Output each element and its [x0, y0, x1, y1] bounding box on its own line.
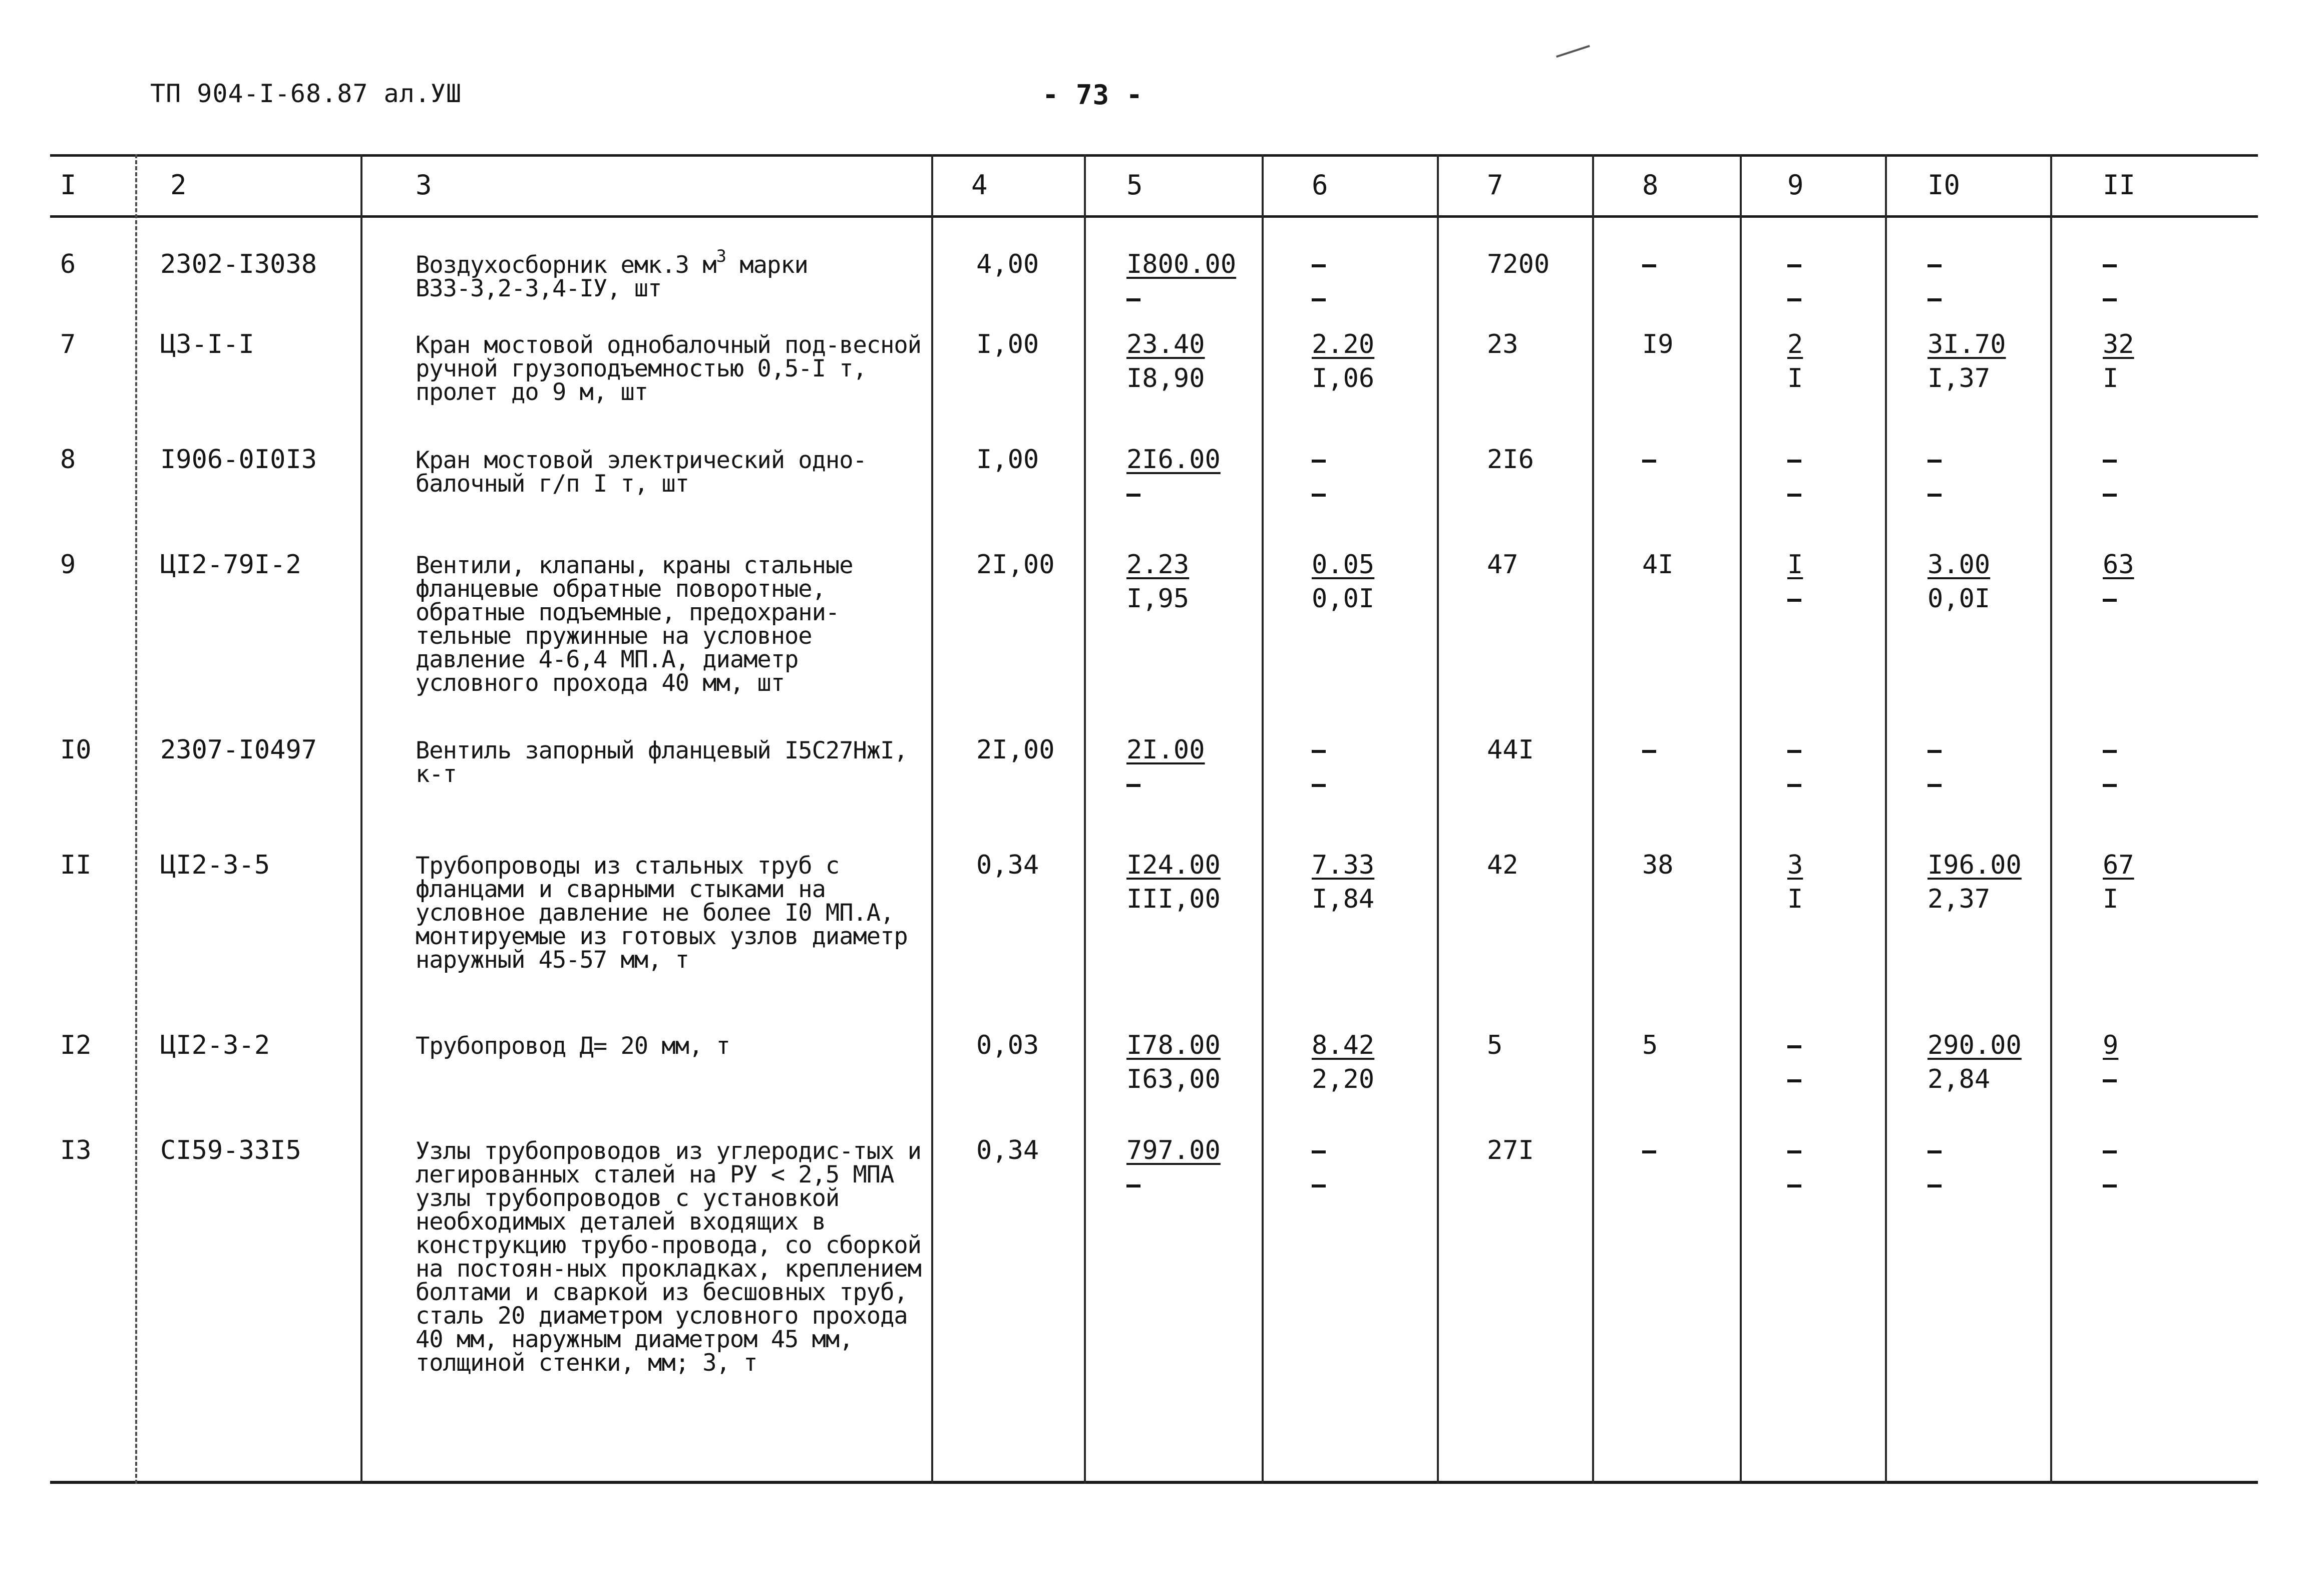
unit-labor: [1928, 735, 1942, 799]
column-divider: [135, 154, 137, 1484]
dash-mark: [2103, 298, 2117, 301]
total-wage: [1787, 735, 1801, 799]
column-header: I0: [1928, 169, 1961, 201]
unit-cost: [1126, 249, 1236, 313]
quantity: 0,34: [976, 1135, 1039, 1165]
fraction-denominator: [1126, 769, 1205, 799]
cost-table: [50, 154, 2258, 1488]
unit-wage: [1312, 850, 1374, 914]
column-divider: [1740, 154, 1742, 1484]
dash-mark: [1928, 784, 1942, 787]
dash-mark: [2103, 1184, 2117, 1187]
fraction-denominator: [1787, 283, 1801, 313]
fraction-denominator: [2103, 1064, 2118, 1094]
total-labor: [2103, 329, 2134, 393]
item-description: Кран мостовой однобалочный под-весной ручной грузоподъемностью 0,5-I т, пролет до 9 м, шт: [416, 331, 921, 406]
rate-code: 2302-I3038: [160, 249, 317, 279]
quantity: 2I,00: [976, 735, 1055, 765]
fraction-denominator: [1787, 1064, 1801, 1094]
total-base: 38: [1642, 850, 1674, 880]
total-wage: [1787, 445, 1801, 509]
column-divider: [1437, 154, 1439, 1484]
fraction-denominator: [1928, 283, 1942, 313]
dash-mark: [1312, 460, 1326, 463]
rate-code: СI59-33I5: [160, 1135, 301, 1165]
unit-wage: [1312, 329, 1374, 393]
dash-mark: [1787, 1184, 1801, 1187]
rate-code: Ц3-I-I: [160, 329, 254, 359]
fraction-denominator: I63,00: [1126, 1064, 1221, 1094]
column-divider: [931, 154, 933, 1484]
fraction-denominator: 2,37: [1928, 884, 1991, 914]
column-divider: [2050, 154, 2052, 1484]
dash-mark: [2103, 784, 2117, 787]
dash-mark: [1928, 1184, 1942, 1187]
fraction-denominator: I,84: [1312, 884, 1375, 914]
fraction-numerator: 63: [2103, 550, 2134, 580]
dash-mark: [1928, 1150, 1942, 1153]
fraction-numerator: I24.00: [1126, 850, 1221, 880]
dash-mark: [1787, 750, 1801, 753]
fraction-numerator: [2103, 1135, 2117, 1165]
dash-mark: [1126, 784, 1140, 787]
rate-code: ЦI2-3-2: [160, 1030, 270, 1060]
dash-mark: [1928, 298, 1942, 301]
unit-wage: [1312, 1135, 1326, 1200]
dash-mark: [1312, 750, 1326, 753]
unit-labor: [1928, 249, 1942, 313]
fraction-denominator: 2,20: [1312, 1064, 1375, 1094]
document-code: ТП 904-I-68.87 ал.УШ: [150, 79, 462, 108]
item-description: Кран мостовой электрический одно-балочный г/п I т, шт: [416, 447, 867, 498]
fraction-numerator: [2103, 735, 2117, 765]
fraction-denominator: [1126, 479, 1221, 509]
fraction-numerator: 32: [2103, 329, 2134, 359]
total-cost: 5: [1487, 1030, 1503, 1060]
fraction-numerator: 2.20: [1312, 329, 1375, 359]
fraction-denominator: [1126, 283, 1236, 313]
rate-code: ЦI2-3-5: [160, 850, 270, 880]
item-description: Вентиль запорный фланцевый I5С27НжI, к-т: [416, 737, 908, 788]
row-number: 6: [60, 249, 76, 279]
total-cost: 47: [1487, 550, 1518, 580]
dash-mark: [1928, 460, 1942, 463]
fraction-numerator: 0.05: [1312, 550, 1375, 580]
unit-cost: [1126, 550, 1189, 614]
fraction-denominator: [2103, 479, 2117, 509]
fraction-denominator: I: [2103, 884, 2119, 914]
fraction-denominator: 0,0I: [1928, 584, 1991, 614]
fraction-denominator: 0,0I: [1312, 584, 1375, 614]
fraction-numerator: [1928, 249, 1942, 279]
dash-mark: [1928, 750, 1942, 753]
rate-code: 2307-I0497: [160, 735, 317, 765]
unit-labor: [1928, 445, 1942, 509]
total-base: [1642, 445, 1656, 475]
total-labor: [2103, 550, 2134, 614]
table-bottom-rule: [50, 1481, 2258, 1484]
fraction-numerator: 3.00: [1928, 550, 1991, 580]
dash-mark: [2103, 494, 2117, 497]
quantity: 0,03: [976, 1030, 1039, 1060]
rate-code: ЦI2-79I-2: [160, 550, 301, 580]
dash-mark: [1787, 264, 1801, 267]
fraction-numerator: 8.42: [1312, 1030, 1375, 1060]
fraction-numerator: [2103, 445, 2117, 475]
fraction-denominator: [2103, 1169, 2117, 1200]
total-labor: [2103, 1030, 2118, 1094]
unit-labor: [1928, 329, 2006, 393]
row-number: 9: [60, 550, 76, 580]
fraction-denominator: 2,84: [1928, 1064, 1991, 1094]
dash-mark: [2103, 264, 2117, 267]
dash-mark: [1787, 298, 1801, 301]
fraction-denominator: I8,90: [1126, 363, 1205, 393]
item-description: Трубопровод Д= 20 мм, т: [416, 1032, 730, 1060]
total-wage: [1787, 550, 1803, 614]
unit-labor: [1928, 1030, 2022, 1094]
total-cost: 2I6: [1487, 445, 1534, 475]
dash-mark: [1312, 784, 1326, 787]
row-number: I2: [60, 1030, 92, 1060]
unit-cost: [1126, 735, 1205, 799]
fraction-denominator: [1312, 479, 1326, 509]
fraction-denominator: I: [2103, 363, 2119, 393]
total-labor: [2103, 249, 2117, 313]
unit-labor: [1928, 850, 2022, 914]
total-wage: [1787, 249, 1801, 313]
unit-cost: [1126, 329, 1205, 393]
fraction-denominator: [1312, 283, 1326, 313]
item-description: Трубопроводы из стальных труб с фланцами и сварными стыками на условное давление не более I0 МП.А, монтируемые из готовых узлов диаметр наружный 45-57 мм, т: [416, 852, 908, 974]
dash-mark: [1126, 494, 1140, 497]
dash-mark: [1642, 264, 1656, 267]
dash-mark: [1126, 298, 1140, 301]
fraction-denominator: [1787, 1169, 1801, 1200]
total-labor: [2103, 1135, 2117, 1200]
total-wage: [1787, 329, 1803, 393]
fraction-denominator: [2103, 769, 2117, 799]
column-divider: [1592, 154, 1594, 1484]
unit-wage: [1312, 445, 1326, 509]
fraction-numerator: I800.00: [1126, 249, 1237, 279]
fraction-numerator: [1787, 1135, 1801, 1165]
column-header: I: [60, 169, 77, 201]
fraction-numerator: I: [1787, 550, 1803, 580]
page-number: - 73 -: [1042, 79, 1143, 111]
fraction-numerator: I78.00: [1126, 1030, 1221, 1060]
total-labor: [2103, 735, 2117, 799]
quantity: 4,00: [976, 249, 1039, 279]
fraction-numerator: 2I6.00: [1126, 445, 1221, 475]
table-top-rule: [50, 154, 2258, 157]
rate-code: I906-0I0I3: [160, 445, 317, 475]
fraction-numerator: [1312, 249, 1326, 279]
item-description: Вентили, клапаны, краны стальные фланцевые обратные поворотные, обратные подъемные, предохрани-тельные пружинные на условное давление 4-6,4 МП.А, диаметр условного прохода 40 мм, шт: [416, 552, 853, 697]
total-cost: 42: [1487, 850, 1518, 880]
total-cost: 23: [1487, 329, 1518, 359]
fraction-numerator: [1928, 735, 1942, 765]
fraction-denominator: [1126, 1169, 1221, 1200]
quantity: I,00: [976, 329, 1039, 359]
unit-wage: [1312, 550, 1374, 614]
fraction-numerator: I96.00: [1928, 850, 2022, 880]
item-description: Узлы трубопроводов из углеродис-тых и легированных сталей на РУ < 2,5 МПА узлы трубопроводов с установкой необходимых деталей входящих в конструкцию трубо-провода, со сборкой на постоян-ных прокладках, креплением болтами и сваркой из бесшовных труб, сталь 20 диаметром условного прохода 40 мм, наружным диаметром 45 мм, толщиной стенки, мм; 3, т: [416, 1137, 921, 1377]
fraction-numerator: [1787, 445, 1801, 475]
unit-cost: [1126, 445, 1221, 509]
total-wage: [1787, 850, 1803, 914]
column-header: 4: [971, 169, 988, 201]
fraction-numerator: [1928, 1135, 1942, 1165]
column-header: 2: [170, 169, 187, 201]
fraction-denominator: [1787, 769, 1801, 799]
fraction-numerator: [1312, 735, 1326, 765]
total-wage: [1787, 1135, 1801, 1200]
fraction-denominator: I: [1787, 363, 1803, 393]
fraction-numerator: 23.40: [1126, 329, 1205, 359]
fraction-denominator: [1787, 584, 1803, 614]
column-header: 7: [1487, 169, 1503, 201]
quantity: I,00: [976, 445, 1039, 475]
total-labor: [2103, 850, 2134, 914]
dash-mark: [1787, 1079, 1801, 1082]
fraction-numerator: 2I.00: [1126, 735, 1205, 765]
fraction-denominator: [1787, 479, 1801, 509]
fraction-denominator: I,95: [1126, 584, 1190, 614]
total-base: 5: [1642, 1030, 1658, 1060]
dash-mark: [2103, 460, 2117, 463]
total-base: 4I: [1642, 550, 1674, 580]
quantity: 2I,00: [976, 550, 1055, 580]
unit-labor: [1928, 1135, 1942, 1200]
row-number: I3: [60, 1135, 92, 1165]
fraction-numerator: 797.00: [1126, 1135, 1221, 1165]
fraction-numerator: 9: [2103, 1030, 2119, 1060]
unit-wage: [1312, 735, 1326, 799]
fraction-denominator: [1928, 1169, 1942, 1200]
fraction-denominator: I: [1787, 884, 1803, 914]
item-description: Воздухосборник емк.3 $м^3$ марки ВЗЗ-3,2-3,4-IУ, шт: [416, 246, 808, 302]
column-header: 3: [416, 169, 432, 201]
column-header: 5: [1126, 169, 1143, 201]
fraction-numerator: 2.23: [1126, 550, 1190, 580]
fraction-numerator: 67: [2103, 850, 2134, 880]
column-divider: [1885, 154, 1887, 1484]
unit-labor: [1928, 550, 1990, 614]
dash-mark: [2103, 1150, 2117, 1153]
fraction-numerator: [2103, 249, 2117, 279]
column-divider: [1262, 154, 1264, 1484]
row-number: 8: [60, 445, 76, 475]
row-number: II: [60, 850, 92, 880]
fraction-numerator: [1787, 249, 1801, 279]
fraction-denominator: [1312, 769, 1326, 799]
dash-mark: [1787, 1045, 1801, 1048]
dash-mark: [1642, 460, 1656, 463]
fraction-denominator: I,37: [1928, 363, 1991, 393]
fraction-numerator: [1787, 1030, 1801, 1060]
total-cost: 27I: [1487, 1135, 1534, 1165]
table-header-rule: [50, 215, 2258, 218]
fraction-denominator: [1928, 769, 1942, 799]
dash-mark: [1312, 1184, 1326, 1187]
total-cost: 44I: [1487, 735, 1534, 765]
dash-mark: [2103, 750, 2117, 753]
total-base: I9: [1642, 329, 1674, 359]
total-base: [1642, 249, 1656, 279]
column-header: II: [2103, 169, 2136, 201]
total-base: [1642, 1135, 1656, 1165]
column-divider: [360, 154, 362, 1484]
column-header: 8: [1642, 169, 1659, 201]
fraction-numerator: [1312, 445, 1326, 475]
fraction-numerator: 3I.70: [1928, 329, 2006, 359]
fraction-numerator: 2: [1787, 329, 1803, 359]
unit-cost: [1126, 850, 1221, 914]
total-wage: [1787, 1030, 1801, 1094]
column-divider: [1084, 154, 1086, 1484]
dash-mark: [1642, 1150, 1656, 1153]
fraction-denominator: [1312, 1169, 1326, 1200]
pen-mark: [1556, 45, 1593, 67]
dash-mark: [1928, 494, 1942, 497]
dash-mark: [2103, 599, 2117, 602]
fraction-numerator: 290.00: [1928, 1030, 2022, 1060]
row-number: 7: [60, 329, 76, 359]
fraction-numerator: [1928, 445, 1942, 475]
total-labor: [2103, 445, 2117, 509]
dash-mark: [1787, 1150, 1801, 1153]
unit-cost: [1126, 1135, 1221, 1200]
fraction-denominator: I,06: [1312, 363, 1375, 393]
quantity: 0,34: [976, 850, 1039, 880]
fraction-numerator: [1312, 1135, 1326, 1165]
dash-mark: [1312, 264, 1326, 267]
unit-cost: [1126, 1030, 1221, 1094]
dash-mark: [1126, 1184, 1140, 1187]
fraction-denominator: [1928, 479, 1942, 509]
row-number: I0: [60, 735, 92, 765]
fraction-denominator: [2103, 283, 2117, 313]
dash-mark: [1312, 494, 1326, 497]
dash-mark: [1787, 494, 1801, 497]
dash-mark: [1787, 599, 1801, 602]
unit-wage: [1312, 249, 1326, 313]
fraction-denominator: III,00: [1126, 884, 1221, 914]
column-header: 6: [1312, 169, 1328, 201]
dash-mark: [1787, 784, 1801, 787]
unit-wage: [1312, 1030, 1374, 1094]
dash-mark: [2103, 1079, 2117, 1082]
fraction-denominator: [2103, 584, 2134, 614]
column-header: 9: [1787, 169, 1804, 201]
dash-mark: [1312, 1150, 1326, 1153]
dash-mark: [1642, 750, 1656, 753]
fraction-numerator: 3: [1787, 850, 1803, 880]
dash-mark: [1928, 264, 1942, 267]
total-base: [1642, 735, 1656, 765]
total-cost: 7200: [1487, 249, 1550, 279]
fraction-numerator: 7.33: [1312, 850, 1375, 880]
fraction-numerator: [1787, 735, 1801, 765]
dash-mark: [1312, 298, 1326, 301]
dash-mark: [1787, 460, 1801, 463]
